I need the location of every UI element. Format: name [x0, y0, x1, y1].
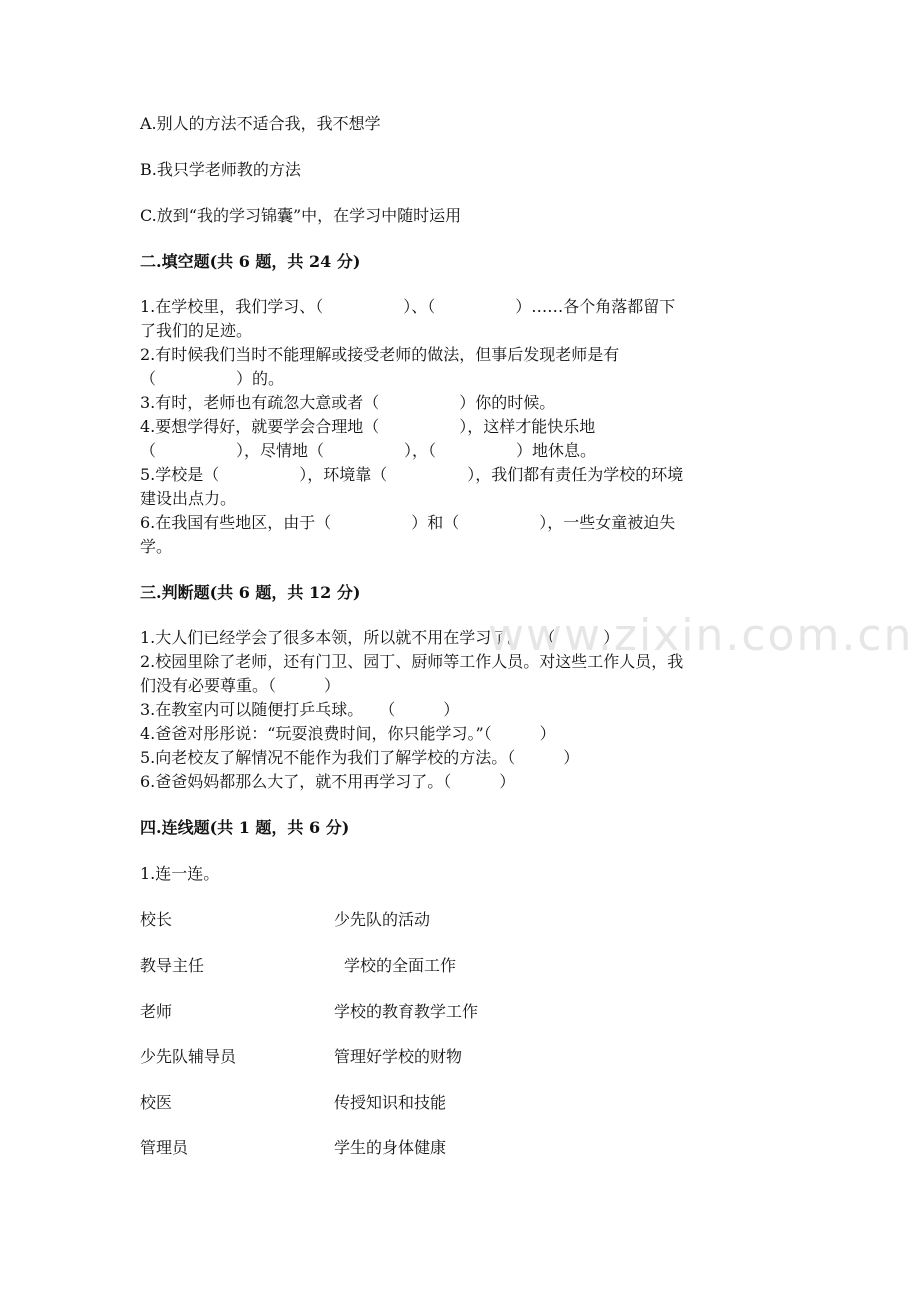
fill-line: 4.要想学得好，就要学会合理地（ ），这样才能快乐地: [140, 417, 596, 436]
match-left-item: 校医: [140, 1093, 173, 1112]
judge-line: 6.爸爸妈妈都那么大了，就不用再学习了。（ ）: [140, 772, 516, 791]
match-right-item: 少先队的活动: [334, 910, 431, 929]
judge-line: 们没有必要尊重。（ ）: [140, 676, 341, 695]
match-right-item: 传授知识和技能: [334, 1093, 447, 1112]
judge-section-heading: 三.判断题(共 6 题，共 12 分): [140, 583, 361, 602]
match-right-item: 学生的身体健康: [334, 1138, 447, 1157]
match-left-item: 少先队辅导员: [140, 1047, 237, 1066]
fill-section-heading: 二.填空题(共 6 题，共 24 分): [140, 252, 361, 271]
match-right-item: 管理好学校的财物: [334, 1047, 463, 1066]
match-left-item: 校长: [140, 910, 173, 929]
judge-line: 1.大人们已经学会了很多本领，所以就不用在学习了。 （ ）: [140, 628, 620, 647]
fill-line: 学。: [140, 537, 173, 556]
match-section-heading: 四.连线题(共 1 题，共 6 分): [140, 818, 350, 837]
match-prompt: 1.连一连。: [140, 864, 220, 883]
match-left-item: 老师: [140, 1002, 173, 1021]
fill-line: 3.有时，老师也有疏忽大意或者（ ）你的时候。: [140, 393, 556, 412]
judge-line: 2.校园里除了老师，还有门卫、园丁、厨师等工作人员。对这些工作人员，我: [140, 652, 684, 671]
judge-line: 5.向老校友了解情况不能作为我们了解学校的方法。（ ）: [140, 748, 580, 767]
judge-line: 3.在教室内可以随便打乒乓球。 （ ）: [140, 700, 460, 719]
fill-line: 2.有时候我们当时不能理解或接受老师的做法，但事后发现老师是有: [140, 345, 620, 364]
fill-line: 6.在我国有些地区，由于（ ）和（ ），一些女童被迫失: [140, 513, 676, 532]
fill-line: 建设出点力。: [140, 489, 237, 508]
match-right-item: 学校的全面工作: [344, 956, 457, 975]
match-right-item: 学校的教育教学工作: [334, 1002, 479, 1021]
option-c: C.放到“我的学习锦囊”中，在学习中随时运用: [140, 206, 462, 225]
fill-line: 1.在学校里，我们学习、（ ）、（ ）……各个角落都留下: [140, 297, 676, 316]
fill-line: （ ）的。: [140, 369, 285, 388]
judge-line: 4.爸爸对彤彤说：“玩耍浪费时间，你只能学习。”（ ）: [140, 724, 556, 743]
fill-line: 了我们的足迹。: [140, 321, 253, 340]
fill-line: 5.学校是（ ），环境靠（ ），我们都有责任为学校的环境: [140, 465, 684, 484]
fill-line: （ ），尽情地（ ），（ ）地休息。: [140, 441, 597, 460]
option-b: B.我只学老师教的方法: [140, 160, 301, 179]
option-a: A.别人的方法不适合我，我不想学: [140, 114, 381, 133]
match-left-item: 管理员: [140, 1138, 189, 1157]
match-left-item: 教导主任: [140, 956, 205, 975]
watermark: www.zixin.com.cn: [488, 610, 914, 661]
